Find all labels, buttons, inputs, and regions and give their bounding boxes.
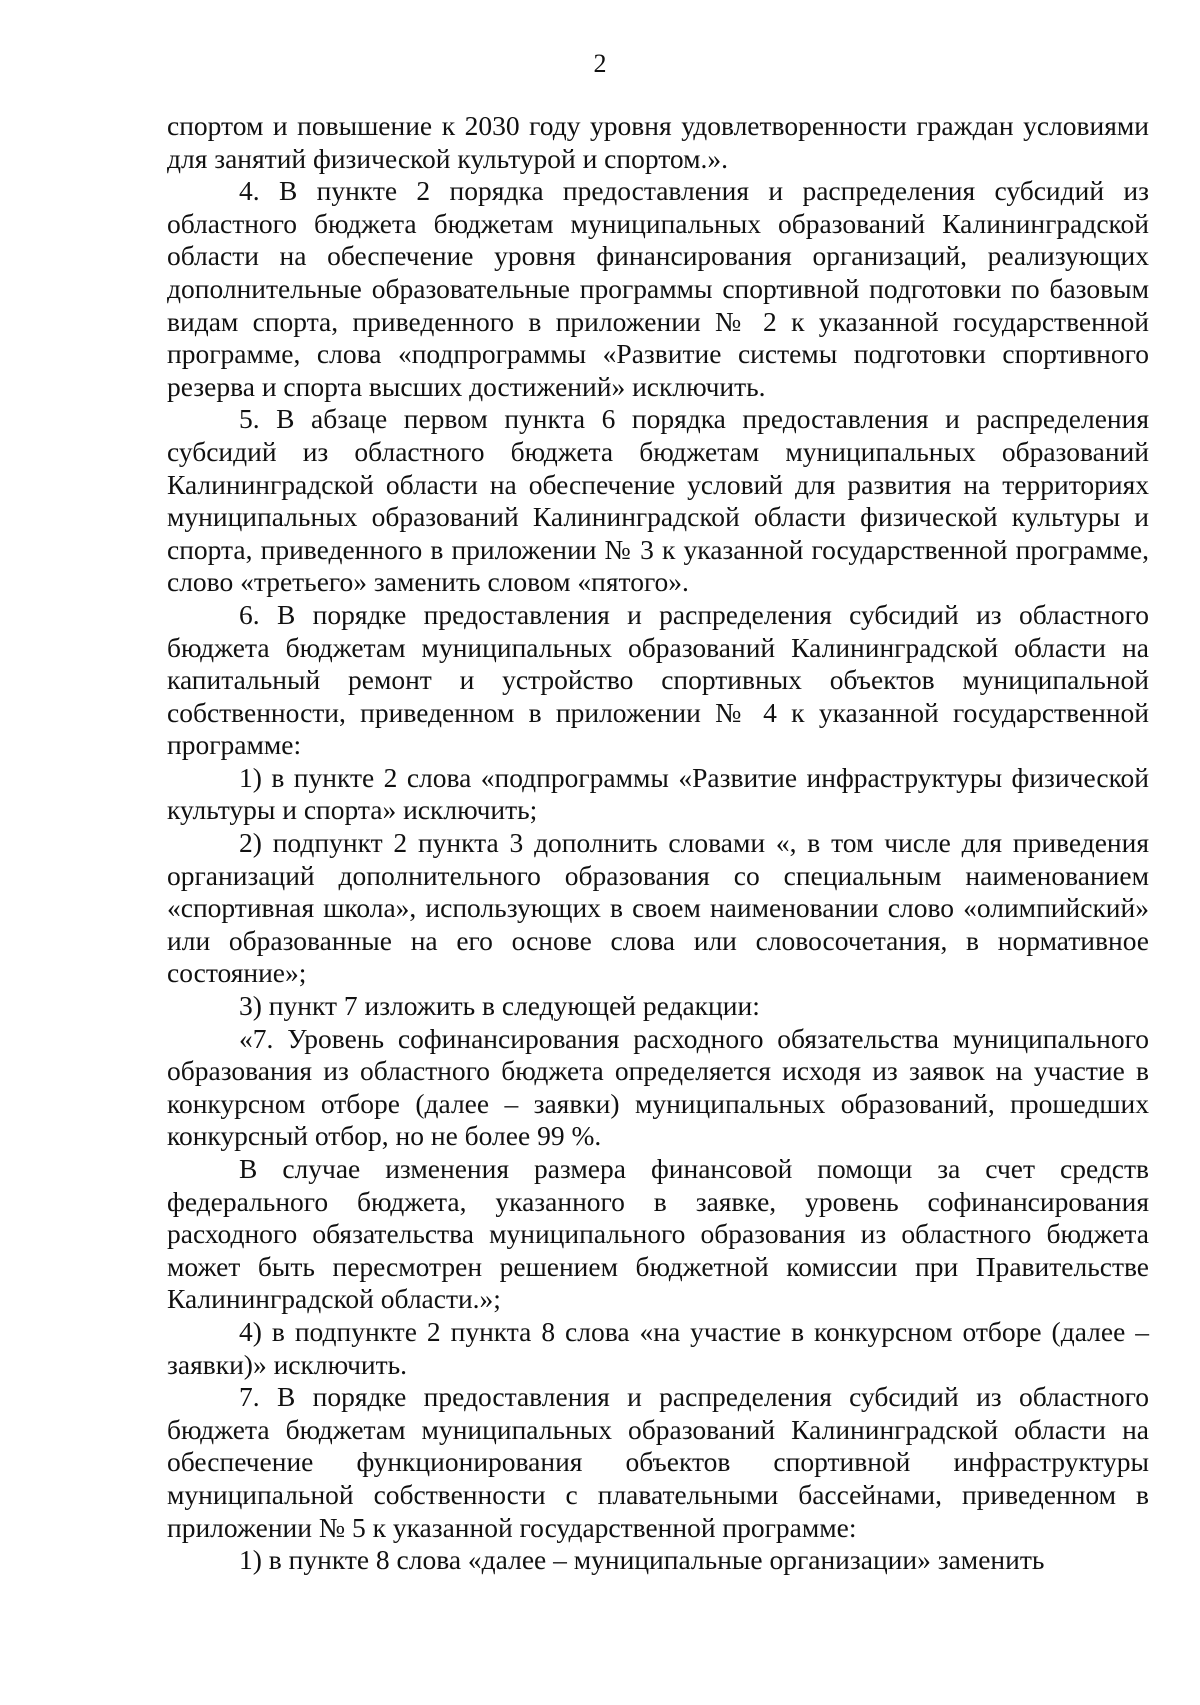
subitem-7-1: 1) в пункте 8 слова «далее – муниципальные организации» заменить bbox=[239, 1544, 1045, 1576]
quoted-clause-7: «7. Уровень софинансирования расходного обязательства муниципального образования из областного бюджета определяется исходя из заявок на участие в конкурсном отборе (далее – заявки) муниципальных образований, прошедших конкурсный отбор, но не более 99 %. bbox=[167, 1022, 1149, 1152]
document-body bbox=[167, 110, 1149, 1577]
page-number: 2 bbox=[593, 49, 607, 78]
quoted-clause-7-continuation: В случае изменения размера финансовой помощи за счет средств федерального бюджета, указанного в заявке, уровень софинансирования расходного обязательства муниципального образования из областного бюджета может быть пересмотрен решением бюджетной комиссии при Правительстве Калининградской области.»; bbox=[167, 1153, 1149, 1315]
subitem-6-3: 3) пункт 7 изложить в следующей редакции: bbox=[239, 990, 760, 1022]
subitem-6-4: 4) в подпункте 2 пункта 8 слова «на участие в конкурсном отборе (далее – заявки)» исключить. bbox=[167, 1315, 1149, 1380]
paragraph-item-4: 4. В пункте 2 порядка предоставления и распределения субсидий из областного бюджета бюджетам муниципальных образований Калининградской области на обеспечение уровня финансирования организаций, реализующих дополнительные образовательные программы спортивной подготовки по базовым видам спорта, приведенного в приложении № 2 к указанной государственной программе, слова «подпрограммы «Развитие системы подготовки спортивного резерва и спорта высших достижений» исключить. bbox=[167, 175, 1149, 402]
subitem-6-2: 2) подпункт 2 пункта 3 дополнить словами «, в том числе для приведения организаций дополнительного образования со специальным наименованием «спортивная школа», использующих в своем наименовании слово «олимпийский» или образованные на его основе слова или словосочетания, в нормативное состояние»; bbox=[167, 827, 1149, 989]
paragraph-continuation: спортом и повышение к 2030 году уровня удовлетворенности граждан условиями для занятий физической культурой и спортом.». bbox=[167, 110, 1149, 174]
paragraph-item-5: 5. В абзаце первом пункта 6 порядка предоставления и распределения субсидий из областного бюджета бюджетам муниципальных образований Калининградской области на обеспечение условий для развития на территориях муниципальных образований Калининградской области физической культуры и спорта, приведенного в приложении № 3 к указанной государственной программе, слово «третьего» заменить словом «пятого». bbox=[167, 403, 1149, 598]
paragraph-item-6: 6. В порядке предоставления и распределения субсидий из областного бюджета бюджетам муниципальных образований Калининградской области на капитальный ремонт и устройство спортивных объектов муниципальной собственности, приведенном в приложении № 4 к указанной государственной программе: bbox=[167, 598, 1149, 761]
subitem-6-1: 1) в пункте 2 слова «подпрограммы «Развитие инфраструктуры физической культуры и спорта» исключить; bbox=[167, 761, 1149, 826]
paragraph-item-7: 7. В порядке предоставления и распределения субсидий из областного бюджета бюджетам муниципальных образований Калининградской области на обеспечение функционирования объектов спортивной инфраструктуры муниципальной собственности с плавательными бассейнами, приведенном в приложении № 5 к указанной государственной программе: bbox=[167, 1381, 1149, 1543]
